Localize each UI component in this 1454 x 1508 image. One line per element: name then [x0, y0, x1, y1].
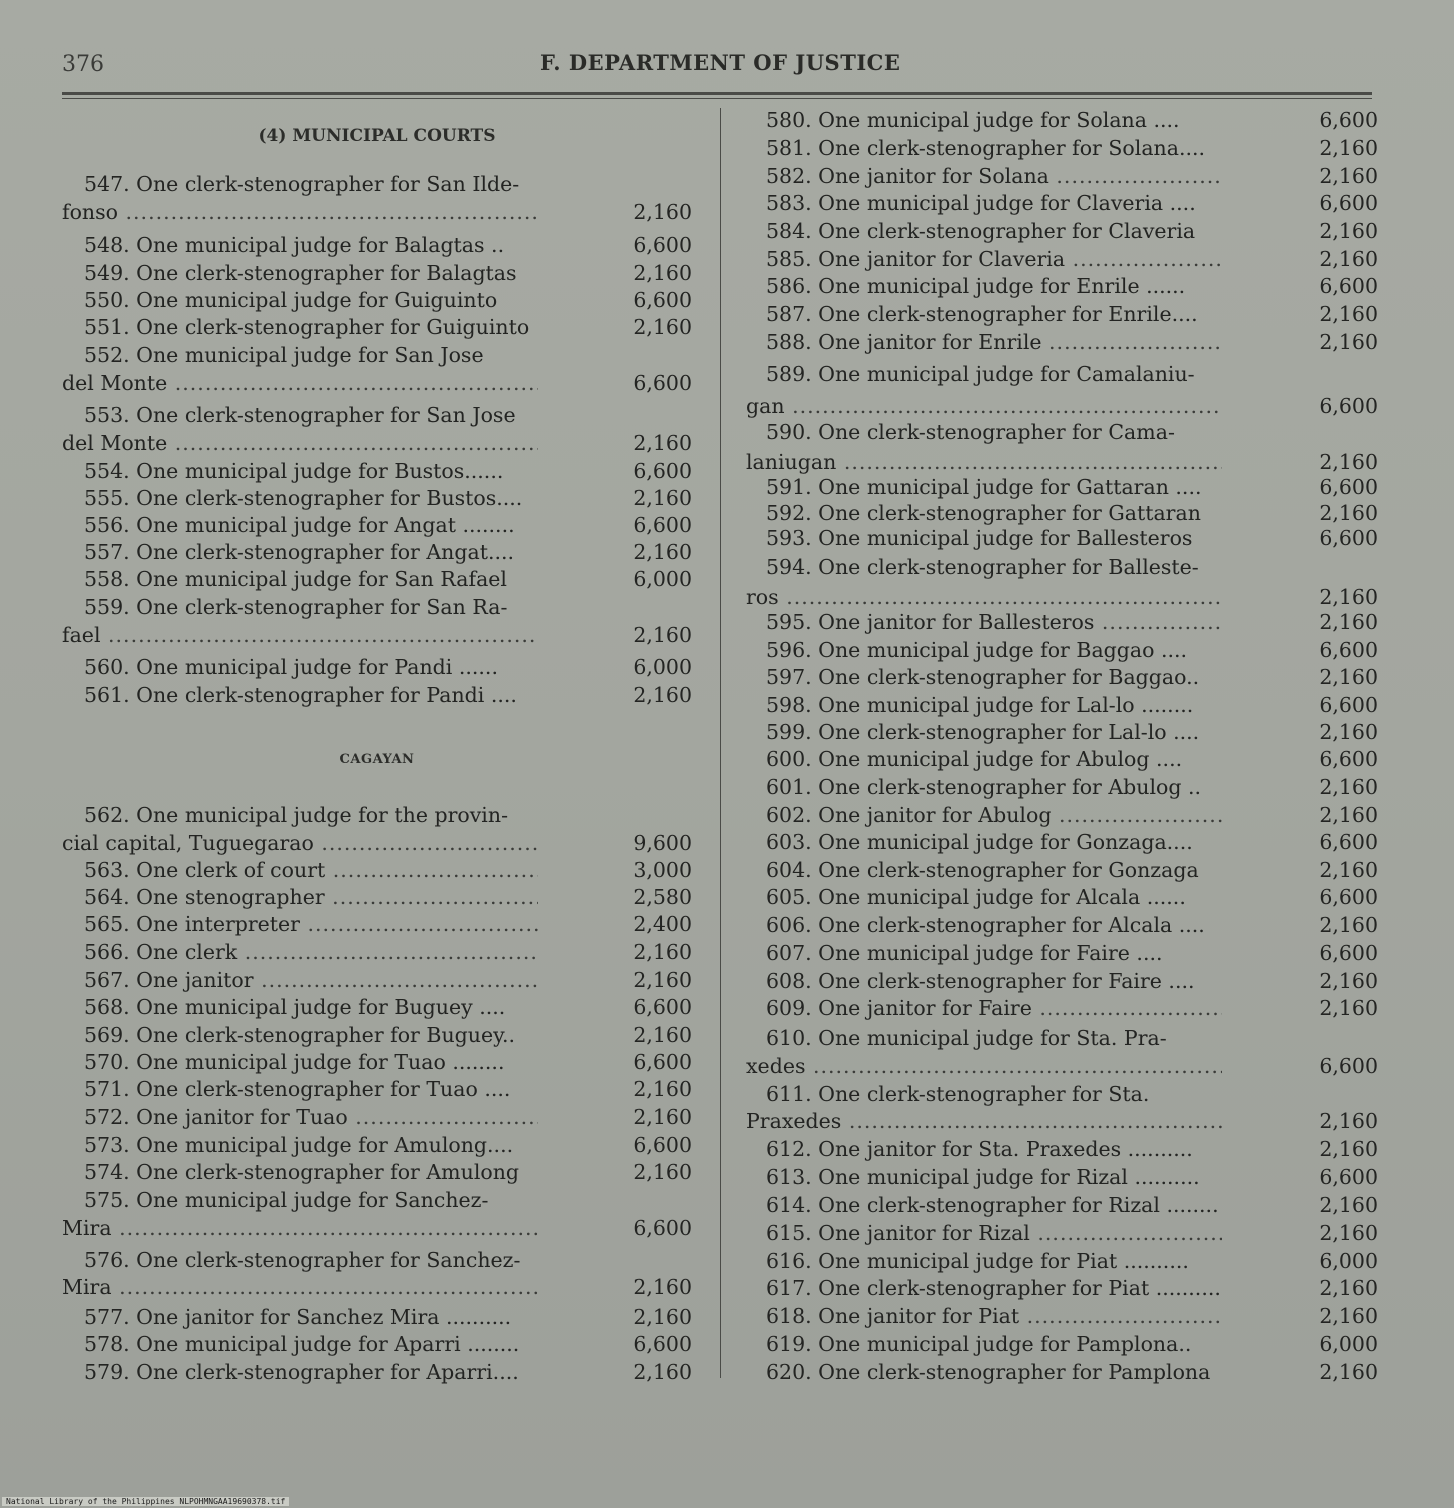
left-line-amount: 2,160: [633, 1105, 692, 1129]
right-line-amount: 6,600: [1319, 1165, 1378, 1189]
right-line-amount: 2,160: [1319, 501, 1378, 525]
right-line-text: 616. One municipal judge for Piat ..........: [766, 1249, 1189, 1273]
right-line-amount: 6,600: [1319, 693, 1378, 717]
right-line-text: 587. One clerk-stenographer for Enrile....: [766, 302, 1198, 326]
left-line-amount: 6,600: [633, 1133, 692, 1157]
left-line-text: 571. One clerk-stenographer for Tuao ....: [84, 1077, 511, 1101]
right-line-amount: 2,160: [1319, 996, 1378, 1020]
right-line-amount: 2,160: [1319, 330, 1378, 354]
right-line-amount: 2,160: [1319, 164, 1378, 188]
left-line-amount: 6,600: [633, 459, 692, 483]
left-line-amount: 2,160: [633, 1305, 692, 1329]
left-line-amount: 2,400: [633, 912, 692, 936]
right-line-text: 617. One clerk-stenographer for Piat ..........: [766, 1276, 1221, 1300]
right-line-text: 580. One municipal judge for Solana ....: [766, 108, 1180, 132]
left-line-amount: 3,000: [633, 858, 692, 882]
left-line-amount: 6,600: [633, 513, 692, 537]
right-line-text: Praxedes .....: [746, 1108, 1222, 1134]
left-line-text: 563. One clerk of court .....: [84, 857, 538, 883]
left-line-amount: 2,160: [633, 1360, 692, 1384]
left-line-amount: 2,160: [633, 200, 692, 224]
left-line-text: 573. One municipal judge for Amulong....: [84, 1133, 514, 1157]
right-line-amount: 6,600: [1319, 830, 1378, 854]
right-line-text: 596. One municipal judge for Baggao ....: [766, 638, 1188, 662]
left-line-text: 547. One clerk-stenographer for San Ilde-: [84, 172, 520, 196]
right-line-amount: 2,160: [1319, 913, 1378, 937]
right-line-text: 611. One clerk-stenographer for Sta.: [766, 1082, 1150, 1106]
left-line-text: 556. One municipal judge for Angat ........: [84, 513, 515, 537]
left-line-amount: 2,160: [633, 1023, 692, 1047]
right-line-text: xedes .....: [746, 1053, 1222, 1079]
left-line-text: del Monte .....: [62, 430, 538, 456]
right-line-amount: 2,160: [1319, 610, 1378, 634]
right-line-text: 613. One municipal judge for Rizal ..........: [766, 1165, 1200, 1189]
left-line-amount: 6,600: [633, 1050, 692, 1074]
header-rule-thick: [62, 92, 1372, 95]
right-line-amount: 2,160: [1319, 450, 1378, 474]
right-line-text: 583. One municipal judge for Claveria ....: [766, 191, 1196, 215]
left-line-text: 555. One clerk-stenographer for Bustos....: [84, 486, 523, 510]
right-line-amount: 2,160: [1319, 1360, 1378, 1384]
right-line-amount: 6,600: [1319, 885, 1378, 909]
right-line-text: 595. One janitor for Ballesteros .....: [766, 609, 1222, 635]
right-line-text: 600. One municipal judge for Abulog ....: [766, 747, 1183, 771]
right-line-text: 610. One municipal judge for Sta. Pra-: [766, 1026, 1167, 1050]
left-line-text: 577. One janitor for Sanchez Mira ..........: [84, 1305, 512, 1329]
right-line-text: 593. One municipal judge for Ballesteros: [766, 526, 1193, 550]
left-line-text: 566. One clerk .....: [84, 939, 538, 965]
right-line-text: ros .....: [746, 584, 1222, 610]
left-line-text: fael .....: [62, 622, 538, 648]
right-line-amount: 6,600: [1319, 274, 1378, 298]
left-line-text: 576. One clerk-stenographer for Sanchez-: [84, 1248, 521, 1272]
left-line-amount: 6,000: [633, 655, 692, 679]
left-line-amount: 2,160: [633, 683, 692, 707]
right-line-amount: 6,000: [1319, 1332, 1378, 1356]
right-line-text: 607. One municipal judge for Faire ....: [766, 941, 1163, 965]
left-line-amount: 6,600: [633, 995, 692, 1019]
left-line-text: cial capital, Tuguegarao .....: [62, 830, 538, 856]
right-line-text: 585. One janitor for Claveria .....: [766, 246, 1222, 272]
right-line-text: 603. One municipal judge for Gonzaga....: [766, 830, 1193, 854]
left-line-amount: 2,160: [633, 1275, 692, 1299]
right-line-text: 594. One clerk-stenographer for Balleste-: [766, 555, 1199, 579]
right-line-amount: 2,160: [1319, 775, 1378, 799]
left-line-text: 561. One clerk-stenographer for Pandi ....: [84, 683, 517, 707]
page-number: 376: [62, 52, 104, 77]
right-line-text: 597. One clerk-stenographer for Baggao..: [766, 665, 1200, 689]
left-line-amount: 2,160: [633, 940, 692, 964]
left-line-text: Mira .....: [62, 1215, 538, 1241]
right-line-text: 609. One janitor for Faire .....: [766, 995, 1222, 1021]
left-line-text: 550. One municipal judge for Guiguinto: [84, 288, 498, 312]
right-line-amount: 2,160: [1319, 858, 1378, 882]
header-rule-thin: [62, 98, 1372, 99]
left-line-amount: 6,600: [633, 1216, 692, 1240]
left-line-text: 554. One municipal judge for Bustos......: [84, 459, 504, 483]
left-line-amount: 2,160: [633, 315, 692, 339]
left-line-text: 551. One clerk-stenographer for Guiguinto: [84, 315, 530, 339]
left-line-text: 558. One municipal judge for San Rafael: [84, 567, 507, 591]
left-line-text: Mira .....: [62, 1274, 538, 1300]
right-line-text: 584. One clerk-stenographer for Claveria: [766, 219, 1196, 243]
left-line-amount: 2,160: [633, 261, 692, 285]
left-line-text: 565. One interpreter .....: [84, 911, 538, 937]
right-line-amount: 6,600: [1319, 475, 1378, 499]
left-line-amount: 6,600: [633, 233, 692, 257]
right-line-text: 601. One clerk-stenographer for Abulog ..: [766, 775, 1202, 799]
left-line-text: 569. One clerk-stenographer for Buguey..: [84, 1023, 515, 1047]
right-line-amount: 6,600: [1319, 191, 1378, 215]
left-line-text: 564. One stenographer .....: [84, 884, 538, 910]
right-line-text: 604. One clerk-stenographer for Gonzaga: [766, 858, 1199, 882]
left-line-text: 567. One janitor .....: [84, 967, 538, 993]
left-line-text: 559. One clerk-stenographer for San Ra-: [84, 595, 508, 619]
left-line-amount: 2,160: [633, 1077, 692, 1101]
right-line-text: 612. One janitor for Sta. Praxedes ..........: [766, 1137, 1193, 1161]
right-line-text: 619. One municipal judge for Pamplona..: [766, 1332, 1192, 1356]
right-line-amount: 2,160: [1319, 1304, 1378, 1328]
right-line-amount: 2,160: [1319, 1193, 1378, 1217]
left-line-text: 575. One municipal judge for Sanchez-: [84, 1188, 489, 1212]
section-heading-cagayan: CAGAYAN: [339, 752, 415, 767]
right-line-amount: 2,160: [1319, 1109, 1378, 1133]
right-line-amount: 2,160: [1319, 1276, 1378, 1300]
left-line-text: 562. One municipal judge for the provin-: [84, 803, 508, 827]
right-line-amount: 6,600: [1319, 638, 1378, 662]
left-line-amount: 2,580: [633, 885, 692, 909]
right-line-text: 588. One janitor for Enrile .....: [766, 329, 1222, 355]
left-line-text: 579. One clerk-stenographer for Aparri....: [84, 1360, 519, 1384]
left-line-amount: 2,160: [633, 968, 692, 992]
right-line-text: 589. One municipal judge for Camalaniu-: [766, 362, 1195, 386]
right-line-text: 582. One janitor for Solana .....: [766, 163, 1222, 189]
right-line-text: 618. One janitor for Piat .....: [766, 1303, 1222, 1329]
footer-credit: National Library of the Philippines NLPOHMNGAA19690378.tif: [2, 1497, 289, 1506]
left-line-amount: 6,000: [633, 567, 692, 591]
right-line-amount: 6,600: [1319, 394, 1378, 418]
right-line-amount: 2,160: [1319, 585, 1378, 609]
right-line-amount: 6,600: [1319, 526, 1378, 550]
right-line-text: 592. One clerk-stenographer for Gattaran: [766, 501, 1201, 525]
running-head: F. DEPARTMENT OF JUSTICE: [540, 50, 901, 75]
left-line-text: 553. One clerk-stenographer for San Jose: [84, 403, 516, 427]
left-line-text: 568. One municipal judge for Buguey ....: [84, 995, 506, 1019]
right-line-amount: 2,160: [1319, 302, 1378, 326]
left-line-text: 572. One janitor for Tuao .....: [84, 1104, 538, 1130]
left-line-amount: 9,600: [633, 831, 692, 855]
right-line-text: 586. One municipal judge for Enrile ......: [766, 274, 1186, 298]
right-line-text: 599. One clerk-stenographer for Lal-lo ....: [766, 720, 1200, 744]
left-line-amount: 2,160: [633, 1160, 692, 1184]
left-line-text: del Monte .....: [62, 370, 538, 396]
right-line-amount: 2,160: [1319, 1137, 1378, 1161]
right-line-amount: 2,160: [1319, 247, 1378, 271]
left-line-amount: 6,600: [633, 288, 692, 312]
right-line-text: laniugan .....: [746, 449, 1222, 475]
left-line-amount: 2,160: [633, 540, 692, 564]
right-line-amount: 6,600: [1319, 1054, 1378, 1078]
right-line-text: 590. One clerk-stenographer for Cama-: [766, 420, 1175, 444]
left-line-amount: 6,600: [633, 371, 692, 395]
left-line-text: 560. One municipal judge for Pandi ......: [84, 655, 498, 679]
right-line-amount: 2,160: [1319, 1221, 1378, 1245]
column-divider: [720, 108, 721, 1378]
right-line-text: 615. One janitor for Rizal .....: [766, 1220, 1222, 1246]
right-line-amount: 2,160: [1319, 219, 1378, 243]
right-line-text: gan .....: [746, 393, 1222, 419]
right-line-amount: 6,600: [1319, 108, 1378, 132]
left-line-amount: 2,160: [633, 486, 692, 510]
right-line-amount: 2,160: [1319, 969, 1378, 993]
right-line-text: 606. One clerk-stenographer for Alcala ....: [766, 913, 1205, 937]
left-line-text: 570. One municipal judge for Tuao ........: [84, 1050, 505, 1074]
right-line-text: 608. One clerk-stenographer for Faire ....: [766, 969, 1195, 993]
right-line-amount: 2,160: [1319, 803, 1378, 827]
right-line-text: 620. One clerk-stenographer for Pamplona: [766, 1360, 1211, 1384]
right-line-amount: 6,600: [1319, 747, 1378, 771]
right-line-text: 602. One janitor for Abulog .....: [766, 802, 1222, 828]
left-line-amount: 6,600: [633, 1332, 692, 1356]
right-line-text: 591. One municipal judge for Gattaran ....: [766, 475, 1202, 499]
left-line-text: 578. One municipal judge for Aparri ........: [84, 1332, 520, 1356]
right-line-amount: 2,160: [1319, 665, 1378, 689]
right-line-text: 605. One municipal judge for Alcala ......: [766, 885, 1186, 909]
right-line-amount: 2,160: [1319, 136, 1378, 160]
right-line-amount: 6,600: [1319, 941, 1378, 965]
left-line-amount: 2,160: [633, 431, 692, 455]
left-line-text: 552. One municipal judge for San Jose: [84, 343, 484, 367]
left-line-text: 557. One clerk-stenographer for Angat....: [84, 540, 515, 564]
left-line-text: fonso .....: [62, 199, 538, 225]
right-line-amount: 6,000: [1319, 1249, 1378, 1273]
left-line-text: 574. One clerk-stenographer for Amulong: [84, 1160, 520, 1184]
section-heading-municipal-courts: (4) MUNICIPAL COURTS: [258, 126, 496, 146]
left-line-text: 549. One clerk-stenographer for Balagtas: [84, 261, 517, 285]
right-line-amount: 2,160: [1319, 720, 1378, 744]
left-line-amount: 2,160: [633, 623, 692, 647]
right-line-text: 581. One clerk-stenographer for Solana....: [766, 136, 1206, 160]
right-line-text: 614. One clerk-stenographer for Rizal ........: [766, 1193, 1219, 1217]
left-line-text: 548. One municipal judge for Balagtas ..: [84, 233, 505, 257]
right-line-text: 598. One municipal judge for Lal-lo ........: [766, 693, 1194, 717]
